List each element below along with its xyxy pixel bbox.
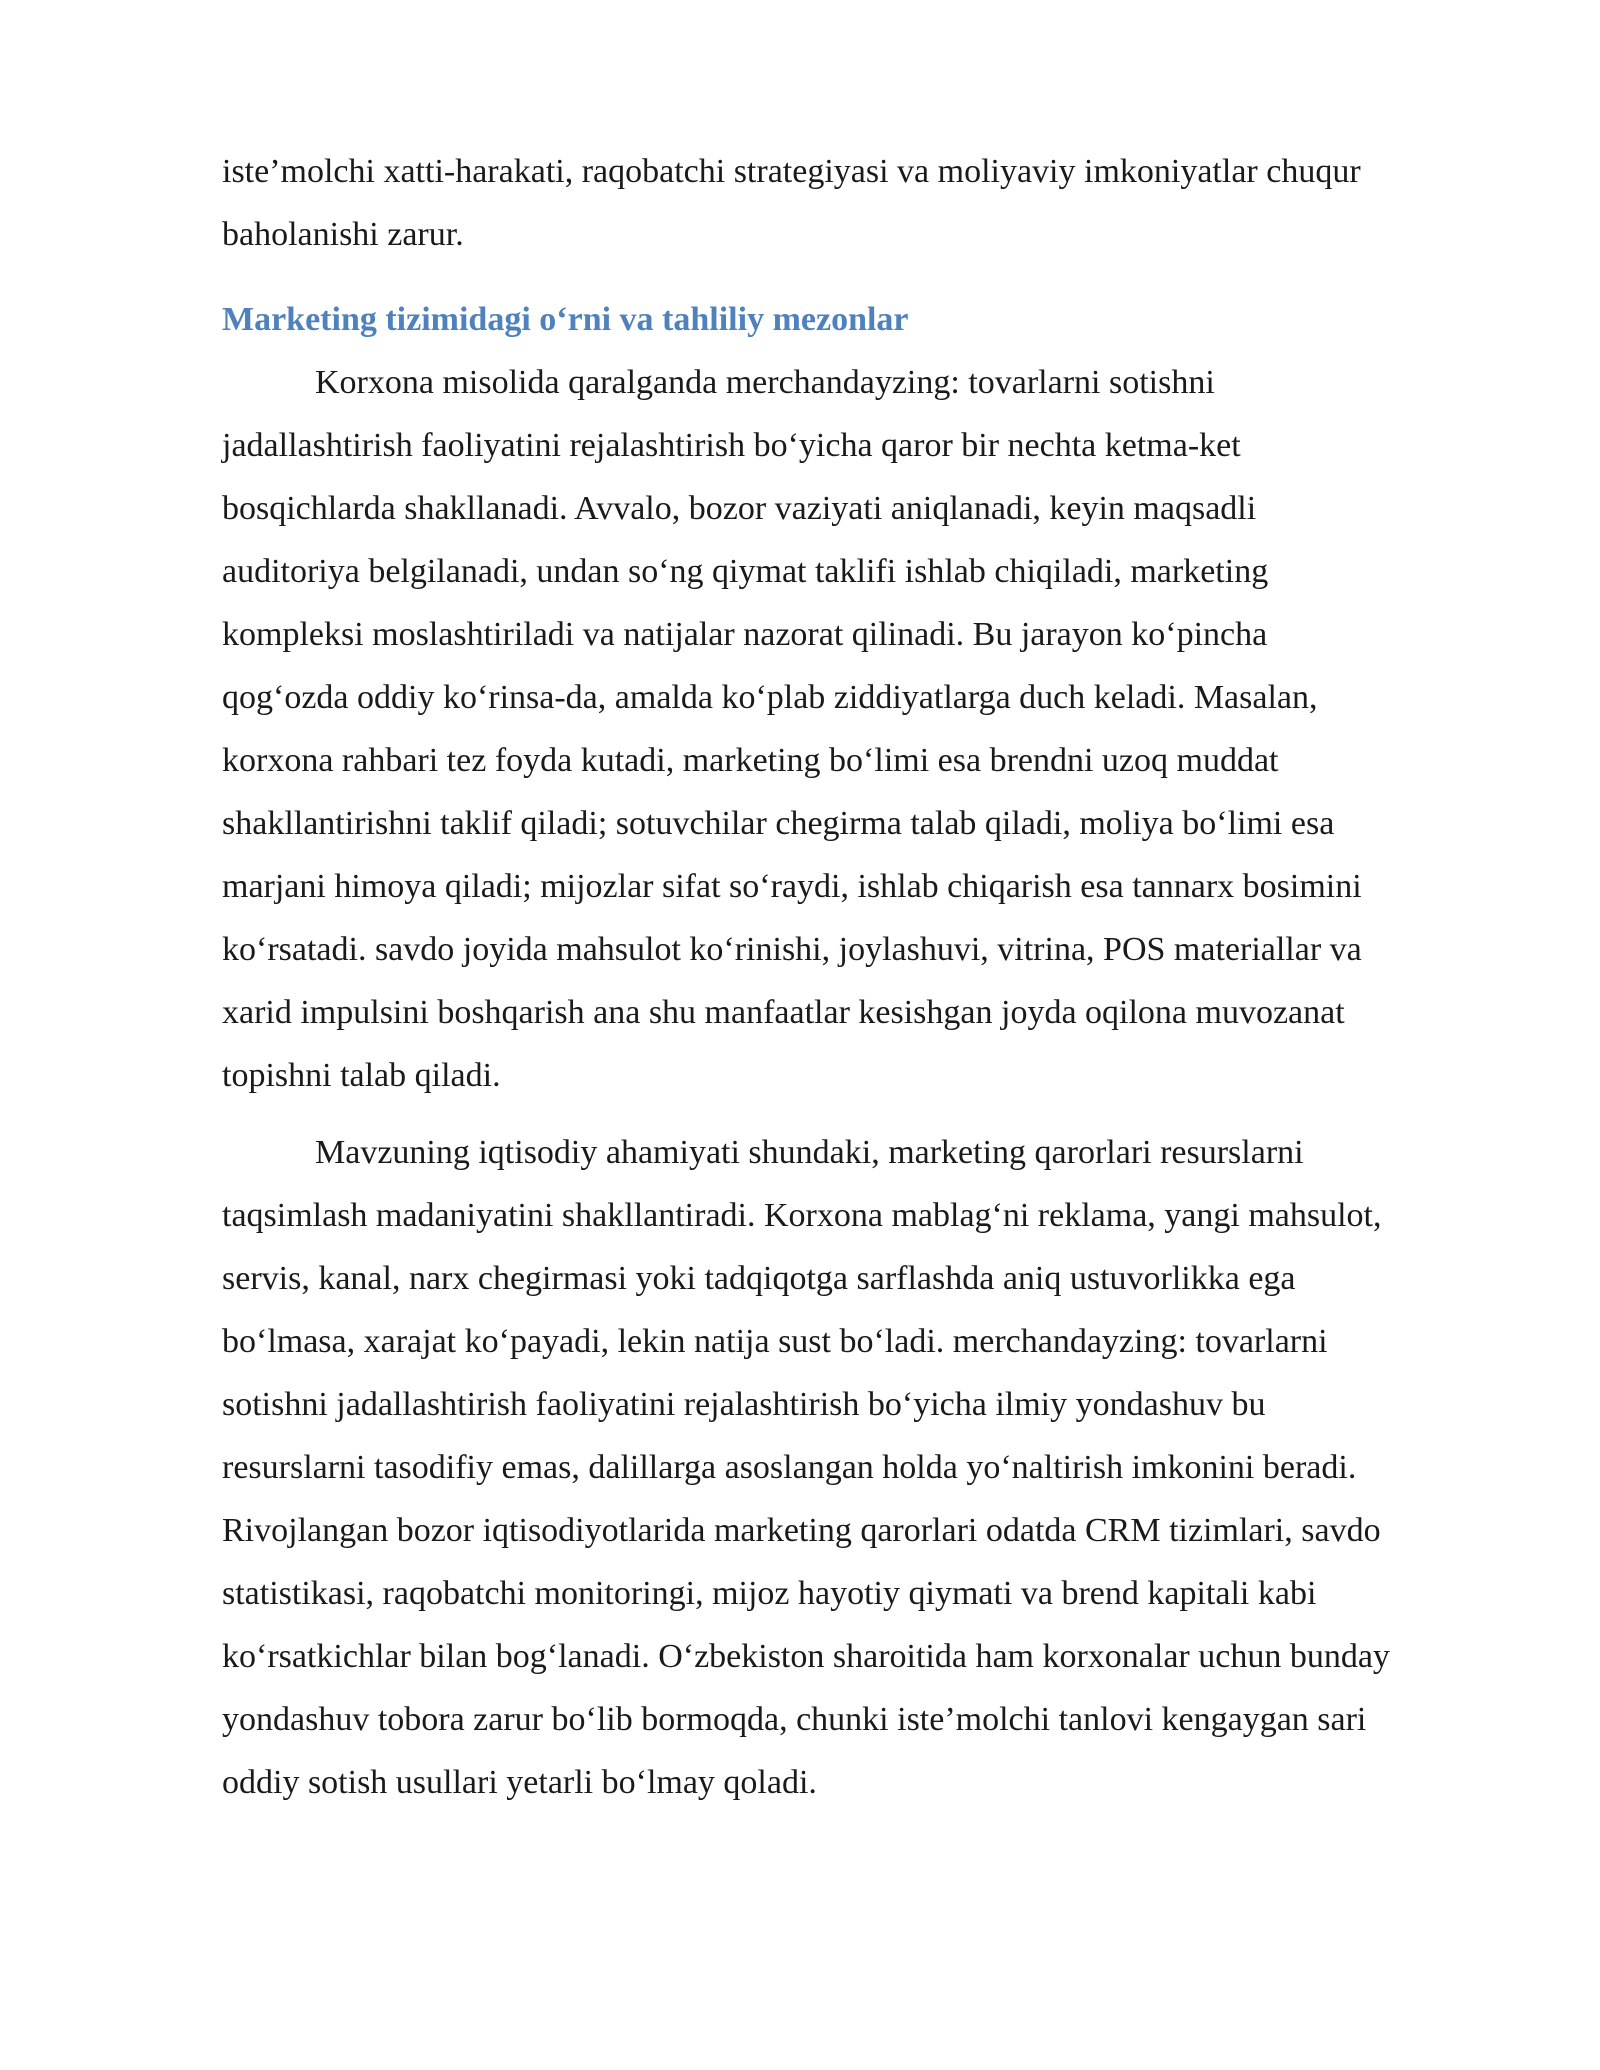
text-line: shakllantirishni taklif qiladi; sotuvchilar chegirma talab qiladi, moliya bo‘limi esa — [222, 805, 1335, 842]
text-line: statistikasi, raqobatchi monitoringi, mijoz hayotiy qiymati va brend kapitali kabi — [222, 1575, 1317, 1612]
text-line: sotishni jadallashtirish faoliyatini rejalashtirish bo‘yicha ilmiy yondashuv bu — [222, 1386, 1266, 1423]
body-paragraph-2 — [222, 1121, 1482, 1814]
text-line: topishni talab qiladi. — [222, 1057, 501, 1094]
text-line: auditoriya belgilanadi, undan so‘ng qiymat taklifi ishlab chiqiladi, marketing — [222, 553, 1269, 590]
text-line: jadallashtirish faoliyatini rejalashtirish bo‘yicha qaror bir nechta ketma-ket — [222, 427, 1241, 464]
text-line: Korxona misolida qaralganda merchandayzing: tovarlarni sotishni — [315, 364, 1215, 401]
text-line: kompleksi moslashtiriladi va natijalar nazorat qilinadi. Bu jarayon ko‘pincha — [222, 616, 1268, 653]
text-line: ko‘rsatkichlar bilan bog‘lanadi. O‘zbekiston sharoitida ham korxonalar uchun bunday — [222, 1638, 1390, 1675]
text-line: Mavzuning iqtisodiy ahamiyati shundaki, marketing qarorlari resurslarni — [315, 1134, 1304, 1171]
text-line: yondashuv tobora zarur bo‘lib bormoqda, chunki iste’molchi tanlovi kengaygan sari — [222, 1701, 1367, 1738]
text-line: qog‘ozda oddiy ko‘rinsa-da, amalda ko‘plab ziddiyatlarga duch keladi. Masalan, — [222, 679, 1318, 716]
text-line: bosqichlarda shakllanadi. Avvalo, bozor vaziyati aniqlanadi, keyin maqsadli — [222, 490, 1257, 527]
continuation-paragraph — [222, 140, 1482, 266]
text-line: resurslarni tasodifiy emas, dalillarga asoslangan holda yo‘naltirish imkonini beradi. — [222, 1449, 1357, 1486]
text-line: korxona rahbari tez foyda kutadi, marketing bo‘limi esa brendni uzoq muddat — [222, 742, 1279, 779]
text-line: iste’molchi xatti-harakati, raqobatchi strategiyasi va moliyaviy imkoniyatlar chuqur — [222, 153, 1361, 190]
text-line: marjani himoya qiladi; mijozlar sifat so‘raydi, ishlab chiqarish esa tannarx bosimini — [222, 868, 1362, 905]
text-line: baholanishi zarur. — [222, 216, 464, 253]
document-body — [222, 140, 1482, 1814]
text-line: ko‘rsatadi. savdo joyida mahsulot ko‘rinishi, joylashuvi, vitrina, POS materiallar va — [222, 931, 1362, 968]
text-line: servis, kanal, narx chegirmasi yoki tadqiqotga sarflashda aniq ustuvorlikka ega — [222, 1260, 1296, 1297]
section-heading: Marketing tizimidagi o‘rni va tahliliy mezonlar — [222, 301, 909, 338]
text-line: Rivojlangan bozor iqtisodiyotlarida marketing qarorlari odatda CRM tizimlari, savdo — [222, 1512, 1381, 1549]
text-line: oddiy sotish usullari yetarli bo‘lmay qoladi. — [222, 1764, 817, 1801]
text-line: taqsimlash madaniyatini shakllantiradi. Korxona mablag‘ni reklama, yangi mahsulot, — [222, 1197, 1382, 1234]
text-line: bo‘lmasa, xarajat ko‘payadi, lekin natija sust bo‘ladi. merchandayzing: tovarlarni — [222, 1323, 1328, 1360]
body-paragraph-1 — [222, 351, 1482, 1107]
text-line: xarid impulsini boshqarish ana shu manfaatlar kesishgan joyda oqilona muvozanat — [222, 994, 1345, 1031]
